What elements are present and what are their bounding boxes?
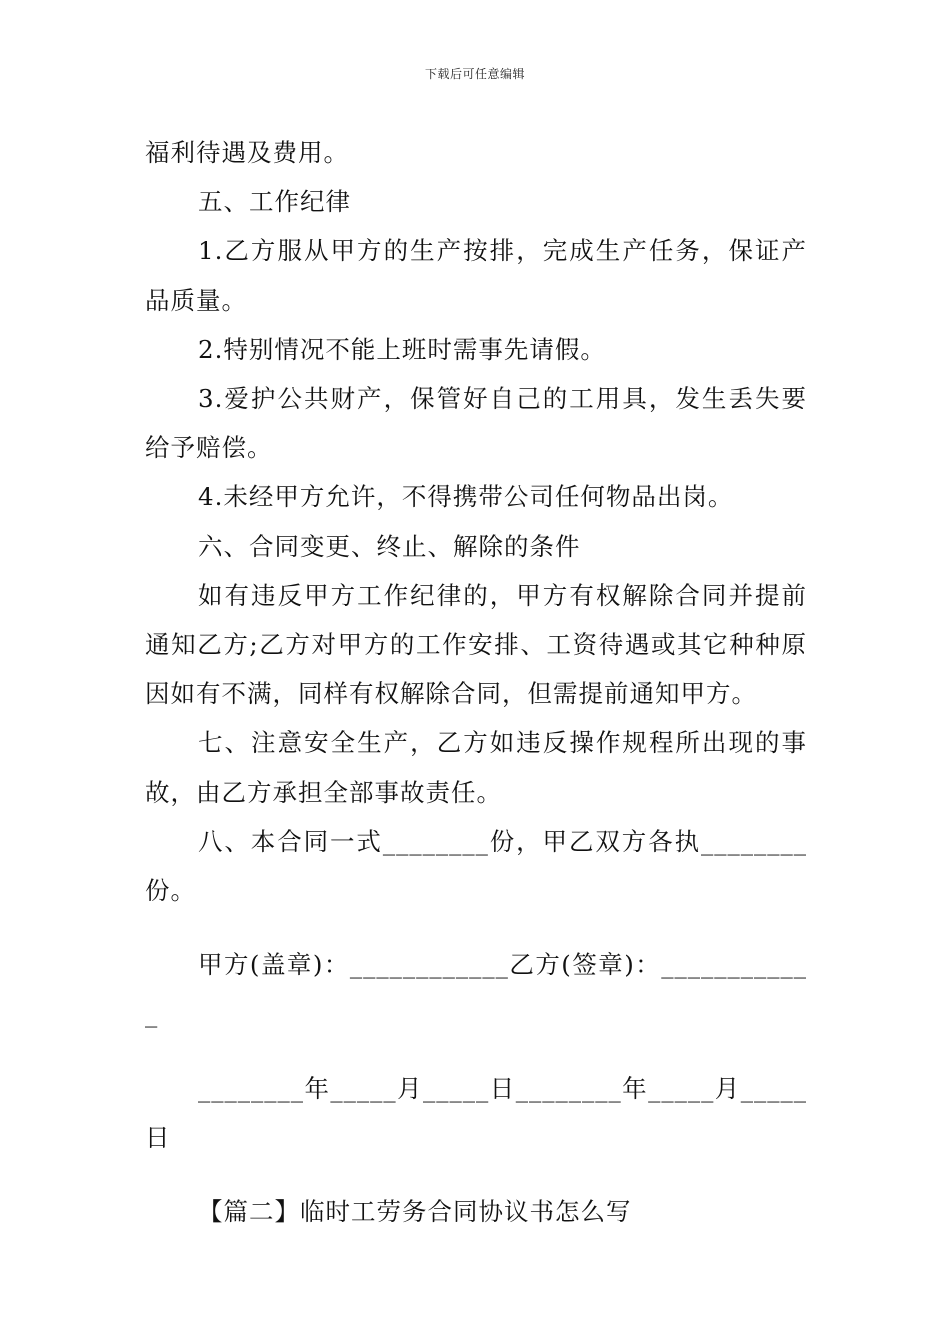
document-body [145, 128, 807, 1236]
paragraph-welfare-continuation: 福利待遇及费用。 [145, 138, 349, 167]
section-heading-contract-change: 六、合同变更、终止、解除的条件 [198, 531, 581, 561]
discipline-item-4: 4.未经甲方允许，不得携带公司任何物品出岗。 [198, 482, 734, 512]
signature-line: 甲方(盖章)：____________乙方(签章)：____________ [145, 950, 807, 1029]
paragraph-copies: 八、本合同一式________份，甲乙双方各执________份。 [145, 826, 807, 906]
section-heading-work-discipline: 五、工作纪律 [198, 187, 351, 217]
discipline-item-1: 1.乙方服从甲方的生产按排，完成生产任务，保证产品质量。 [145, 236, 807, 315]
page-header-note: 下载后可任意编辑 [424, 67, 525, 81]
paragraph-contract-termination: 如有违反甲方工作纪律的，甲方有权解除合同并提前通知乙方;乙方对甲方的工作安排、工资待遇或其它种种原因如有不满，同样有权解除合同，但需提前通知甲方。 [145, 580, 807, 709]
section-heading-part-two: 【篇二】临时工劳务合同协议书怎么写 [198, 1197, 632, 1227]
paragraph-safety-production: 七、注意安全生产，乙方如违反操作规程所出现的事故，由乙方承担全部事故责任。 [145, 728, 807, 807]
discipline-item-2: 2.特别情况不能上班时需事先请假。 [198, 334, 606, 364]
discipline-item-3: 3.爱护公共财产，保管好自己的工用具，发生丢失要给予赔偿。 [145, 384, 807, 463]
date-line: ________年_____月_____日________年_____月_____日 [145, 1073, 807, 1152]
